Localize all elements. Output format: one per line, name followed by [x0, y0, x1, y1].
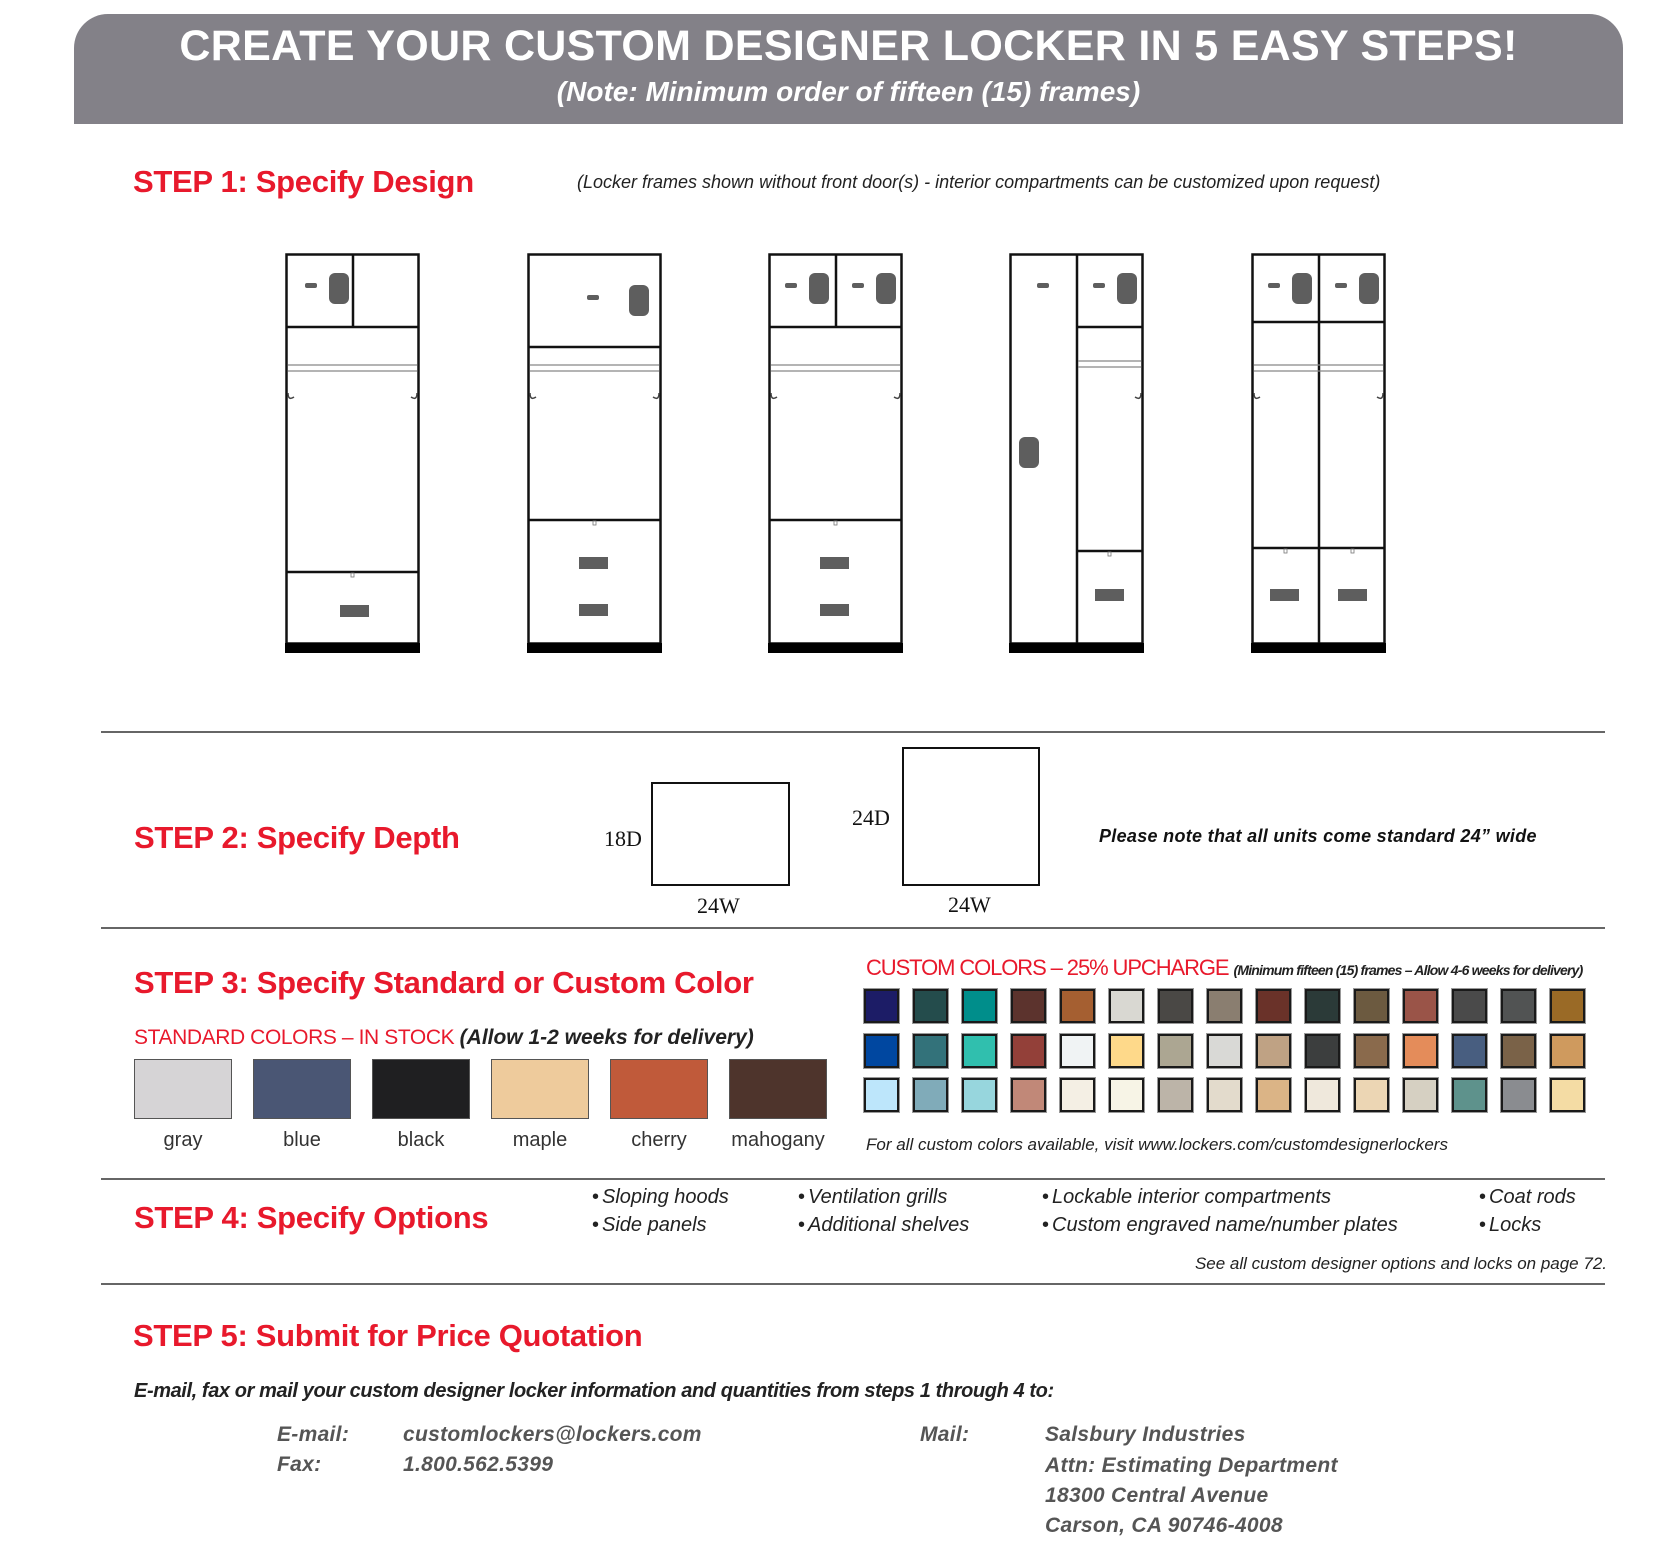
custom-color-swatch[interactable]	[1158, 1034, 1193, 1068]
custom-colors-delivery: (Minimum fifteen (15) frames – Allow 4-6 weeks for delivery)	[1233, 962, 1583, 978]
email-link[interactable]: customlockers@lockers.com	[403, 1423, 702, 1446]
custom-color-swatch[interactable]	[1354, 1034, 1389, 1068]
custom-color-swatch[interactable]	[1354, 989, 1389, 1023]
custom-color-swatch[interactable]	[1109, 1078, 1144, 1112]
bullet-icon: •	[1042, 1186, 1050, 1208]
options-footer: See all custom designer options and locks on page 72.	[1194, 1254, 1607, 1273]
standard-color-label: gray	[163, 1129, 203, 1151]
step1-title: STEP 1: Specify Design	[133, 164, 474, 199]
option-item: • Coat rods	[1479, 1186, 1576, 1208]
fax-number: 1.800.562.5399	[403, 1453, 554, 1476]
depth-18-label: 18D	[604, 826, 642, 851]
bullet-icon: •	[592, 1186, 600, 1208]
custom-color-swatch[interactable]	[1109, 1034, 1144, 1068]
standard-color-label: blue	[283, 1129, 321, 1151]
step4-title: STEP 4: Specify Options	[134, 1200, 489, 1235]
custom-color-swatch[interactable]	[1256, 1078, 1291, 1112]
standard-color-swatch-gray[interactable]	[134, 1059, 232, 1119]
custom-color-swatch[interactable]	[962, 1078, 997, 1112]
section-divider	[101, 1178, 1605, 1180]
standard-colors-delivery: (Allow 1-2 weeks for delivery)	[459, 1026, 754, 1049]
custom-color-swatch[interactable]	[1060, 1078, 1095, 1112]
custom-colors-title: CUSTOM COLORS – 25% UPCHARGE	[866, 955, 1229, 980]
mail-address-line: Salsbury Industries	[1045, 1423, 1246, 1446]
bullet-icon: •	[1042, 1214, 1050, 1236]
mail-address-line: Carson, CA 90746-4008	[1045, 1514, 1283, 1537]
locker-design-3[interactable]	[768, 253, 903, 653]
option-item: • Custom engraved name/number plates	[1042, 1214, 1398, 1236]
custom-color-swatch[interactable]	[1550, 989, 1585, 1023]
custom-color-swatch[interactable]	[864, 989, 899, 1023]
fax-label: Fax:	[277, 1453, 322, 1476]
custom-color-swatch[interactable]	[1060, 1034, 1095, 1068]
page-subtitle: (Note: Minimum order of fifteen (15) frames)	[556, 76, 1141, 107]
option-item: • Locks	[1479, 1214, 1542, 1236]
custom-color-swatch[interactable]	[1550, 1034, 1585, 1068]
custom-color-swatch[interactable]	[1256, 1034, 1291, 1068]
bullet-icon: •	[798, 1186, 806, 1208]
custom-color-swatch[interactable]	[1109, 989, 1144, 1023]
custom-color-swatch[interactable]	[1354, 1078, 1389, 1112]
mail-address-line: Attn: Estimating Department	[1045, 1454, 1338, 1477]
custom-color-swatch[interactable]	[1158, 1078, 1193, 1112]
standard-colors-title: STANDARD COLORS – IN STOCK	[134, 1026, 455, 1049]
standard-color-label: black	[397, 1129, 445, 1151]
custom-color-swatch[interactable]	[1305, 1078, 1340, 1112]
page-title: CREATE YOUR CUSTOM DESIGNER LOCKER IN 5 EASY STEPS!	[179, 22, 1518, 70]
standard-color-label: maple	[512, 1129, 568, 1151]
standard-colors-heading	[134, 1026, 754, 1050]
custom-color-swatch[interactable]	[1305, 1034, 1340, 1068]
custom-color-swatch[interactable]	[962, 1034, 997, 1068]
custom-color-swatch[interactable]	[1305, 989, 1340, 1023]
custom-color-swatch[interactable]	[913, 989, 948, 1023]
custom-color-swatch[interactable]	[1011, 1078, 1046, 1112]
option-item: • Side panels	[592, 1214, 707, 1236]
width-note: Please note that all units come standard 24” wide	[1099, 826, 1537, 846]
section-divider	[101, 731, 1605, 733]
custom-color-swatch[interactable]	[1452, 989, 1487, 1023]
custom-color-swatch[interactable]	[864, 1034, 899, 1068]
step5-title: STEP 5: Submit for Price Quotation	[133, 1318, 643, 1353]
custom-color-swatch[interactable]	[1403, 989, 1438, 1023]
custom-color-swatch[interactable]	[1501, 1034, 1536, 1068]
locker-design-2[interactable]	[527, 253, 662, 653]
standard-color-swatch-black[interactable]	[372, 1059, 470, 1119]
submission-instruction: E-mail, fax or mail your custom designer locker information and quantities from steps 1 through 4 to:	[134, 1380, 1054, 1402]
custom-color-swatch[interactable]	[1452, 1078, 1487, 1112]
step3-title: STEP 3: Specify Standard or Custom Color	[134, 965, 754, 1000]
custom-color-swatch[interactable]	[1403, 1078, 1438, 1112]
option-item: • Sloping hoods	[592, 1186, 729, 1208]
custom-color-swatch[interactable]	[1207, 1034, 1242, 1068]
custom-color-swatch[interactable]	[1256, 989, 1291, 1023]
custom-color-swatch[interactable]	[1158, 989, 1193, 1023]
locker-design-4[interactable]	[1009, 253, 1144, 653]
standard-color-swatch-mahogany[interactable]	[729, 1059, 827, 1119]
custom-color-swatch[interactable]	[1501, 1078, 1536, 1112]
locker-design-1[interactable]	[285, 253, 420, 653]
custom-color-swatch[interactable]	[1011, 1034, 1046, 1068]
custom-color-swatch[interactable]	[1207, 989, 1242, 1023]
page-header-banner	[74, 14, 1623, 124]
custom-color-swatch[interactable]	[913, 1034, 948, 1068]
email-label: E-mail:	[277, 1423, 350, 1446]
custom-color-swatch[interactable]	[1452, 1034, 1487, 1068]
custom-color-swatch[interactable]	[864, 1078, 899, 1112]
bullet-icon: •	[1479, 1214, 1487, 1236]
width-label: 24W	[697, 893, 740, 918]
step2-title: STEP 2: Specify Depth	[134, 820, 460, 855]
option-item: • Lockable interior compartments	[1042, 1186, 1332, 1208]
custom-color-swatch[interactable]	[1060, 989, 1095, 1023]
custom-color-swatch[interactable]	[1207, 1078, 1242, 1112]
standard-color-label: cherry	[631, 1129, 687, 1151]
section-divider	[101, 1283, 1605, 1285]
custom-color-swatch[interactable]	[1550, 1078, 1585, 1112]
mail-label: Mail:	[920, 1423, 970, 1446]
custom-colors-footer: For all custom colors available, visit www.lockers.com/customdesignerlockers	[866, 1135, 1448, 1154]
option-item: • Ventilation grills	[798, 1186, 948, 1208]
depth-option-18d[interactable]	[651, 782, 790, 886]
custom-color-swatch[interactable]	[1011, 989, 1046, 1023]
width-label: 24W	[948, 892, 991, 917]
depth-option-24d[interactable]	[902, 747, 1040, 886]
custom-color-swatch[interactable]	[962, 989, 997, 1023]
depth-24-label: 24D	[852, 805, 890, 830]
locker-design-5[interactable]	[1251, 253, 1386, 653]
option-item: • Additional shelves	[798, 1214, 970, 1236]
standard-color-swatch-maple[interactable]	[491, 1059, 589, 1119]
step1-note: (Locker frames shown without front door(s) - interior compartments can be customized upon request)	[577, 172, 1381, 192]
custom-color-swatch[interactable]	[1403, 1034, 1438, 1068]
standard-color-swatch-blue[interactable]	[253, 1059, 351, 1119]
custom-color-swatch[interactable]	[1501, 989, 1536, 1023]
standard-color-swatch-cherry[interactable]	[610, 1059, 708, 1119]
bullet-icon: •	[1479, 1186, 1487, 1208]
standard-color-label: mahogany	[731, 1129, 825, 1151]
bullet-icon: •	[592, 1214, 600, 1236]
bullet-icon: •	[798, 1214, 806, 1236]
custom-colors-heading	[866, 955, 1583, 981]
custom-color-swatch[interactable]	[913, 1078, 948, 1112]
mail-address-line: 18300 Central Avenue	[1045, 1484, 1269, 1507]
section-divider	[101, 927, 1605, 929]
